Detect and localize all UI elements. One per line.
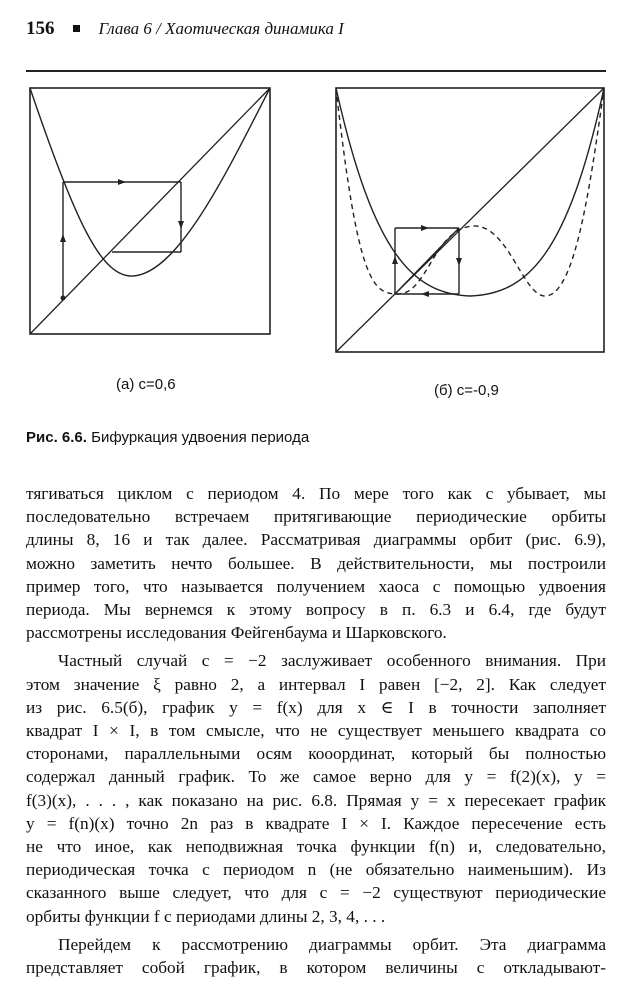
start-point-icon (61, 296, 66, 301)
text-line: рассмотрены исследования Фейгенбаума и Шарковского. (26, 623, 447, 643)
text-line: пример того, что называется получением хаоса с помощью удвоения (26, 576, 606, 596)
page-header (26, 18, 616, 40)
header-rule (26, 70, 606, 72)
text-line: не что иное, как неподвижная точка функции f(n) и, следовательно, (26, 837, 606, 857)
arrow-down-icon (456, 258, 462, 266)
text-line: тягиваться циклом с периодом 4. По мере того как c убывает, мы (26, 484, 606, 503)
bullet-icon (73, 25, 80, 32)
text-line: сторонами, параллельными осям кооординат, который бы полностью (26, 744, 606, 764)
arrow-left-icon (421, 291, 429, 297)
arrow-right-icon (118, 179, 126, 185)
text-line: квадрат I × I, в том смысле, что не существует меньшего квадрата со (26, 721, 606, 741)
text-line: можно заметить нечто большее. В действительности, мы построили (26, 553, 606, 573)
arrow-down-icon (178, 221, 184, 229)
figure-panel-b (333, 84, 609, 356)
panel-a-caption: (а) с=0,6 (116, 376, 176, 393)
panel-b-parabola (336, 88, 604, 296)
arrow-up-icon (392, 256, 398, 264)
text-line: y = f(n)(x) точно 2n раз в квадрате I × I. Каждое пересечение есть (26, 813, 606, 833)
paragraph-1 (26, 482, 606, 644)
text-line: последовательно встречаем притягивающие периодические орбиты (26, 507, 606, 527)
chapter-title: Глава 6 / Хаотическая динамика I (98, 19, 344, 38)
text-line: содержал данный график. То же самое верно для y = f(2)(x), y = (26, 767, 606, 787)
text-line: длины 8, 16 и так далее. Рассматривая диаграммы орбит (рис. 6.9), (26, 530, 606, 550)
text-line: сказанного выше следует, что для c = −2 существуют периодические (26, 883, 606, 903)
figure-caption (26, 429, 309, 446)
arrow-right-icon (421, 225, 429, 231)
body-text (26, 482, 606, 979)
text-line: из рис. 6.5(б), график y = f(x) для x ∈ I в точности заполняет (26, 697, 606, 717)
paragraph-3 (26, 933, 606, 979)
figure-title: Бифуркация удвоения периода (91, 429, 310, 446)
arrow-up-icon (60, 234, 66, 242)
text-line: f(3)(x), . . . , как показано на рис. 6.8. Прямая y = x пересекает график (26, 790, 606, 810)
panel-b-second-iterate (336, 88, 604, 296)
text-line: периодическая точка с периодом n (не обязательно наименьшим). Из (26, 860, 606, 880)
text-line: периода. Мы вернемся к этому вопросу в п. 6.3 и 6.4, где будут (26, 600, 606, 620)
page-number: 156 (26, 18, 55, 39)
text-line: представляет собой график, в котором величины c откладывают- (26, 958, 606, 978)
panel-b-caption: (б) с=-0,9 (434, 382, 499, 399)
text-line: Перейдем к рассмотрению диаграммы орбит. Эта диаграмма (58, 934, 606, 954)
text-line: этом значение ξ равно 2, а интервал I равен [−2, 2]. Как следует (26, 674, 606, 694)
figure-label: Рис. 6.6. (26, 429, 87, 446)
panel-a-diagonal (30, 88, 270, 334)
paragraph-2 (26, 649, 606, 927)
figure-panel-a (26, 84, 276, 346)
text-line: орбиты функции f с периодами длины 2, 3, 4, . . . (26, 906, 386, 926)
text-line: Частный случай c = −2 заслуживает особенного внимания. При (58, 651, 606, 671)
